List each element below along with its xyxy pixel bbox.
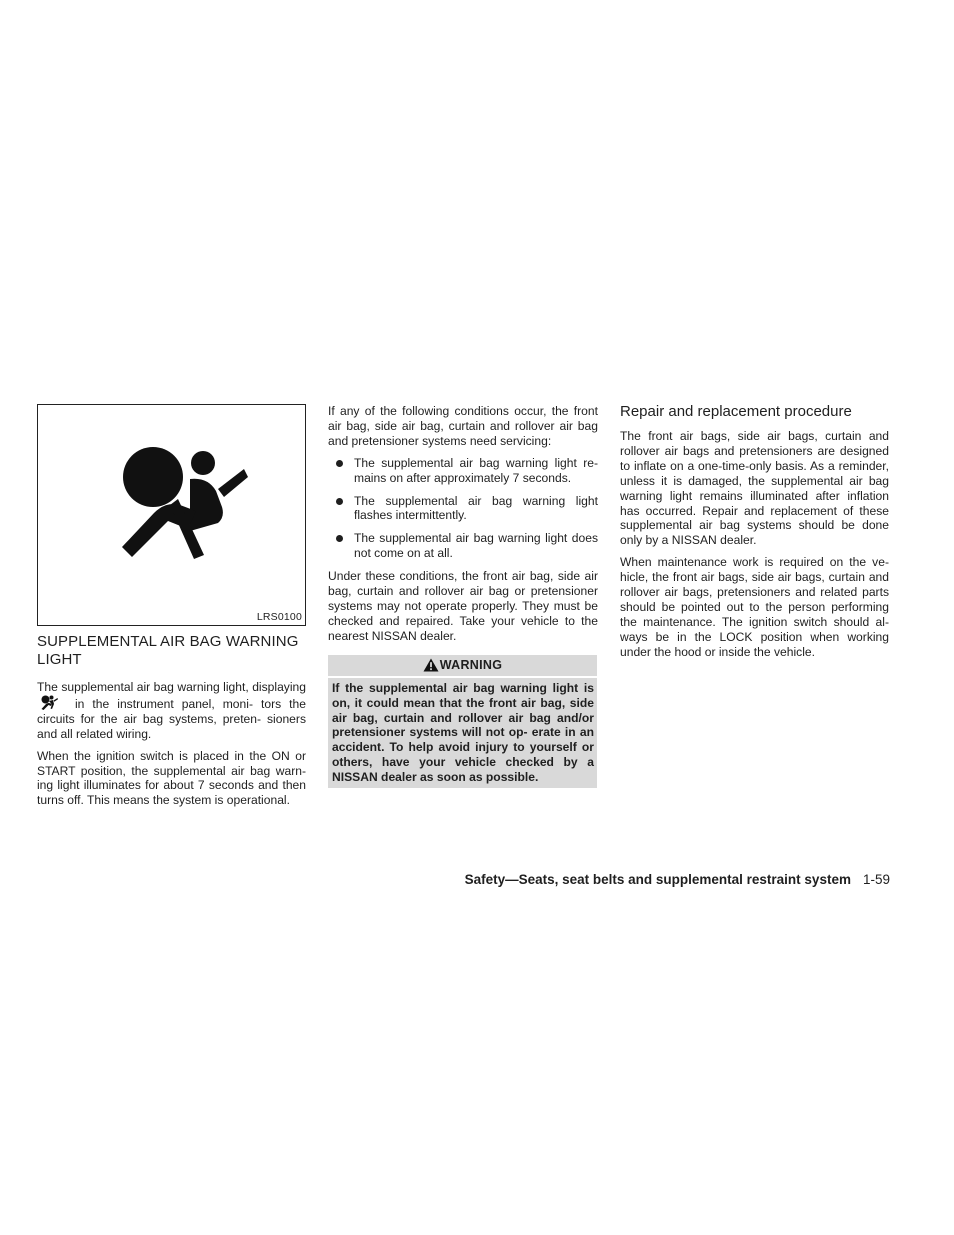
right-column xyxy=(620,404,889,667)
airbag-occupant-icon xyxy=(118,447,268,567)
bullet-dot xyxy=(336,498,343,505)
paragraph: If any of the following conditions occur, the front air bag, side air bag, curtain and rollover air bag and pretensioner systems need servicing: xyxy=(328,404,598,448)
section-title-repair-replacement: Repair and replacement procedure xyxy=(620,403,852,420)
section-title-airbag-warning-light: SUPPLEMENTAL AIR BAG WARNING LIGHT xyxy=(37,633,299,668)
warning-triangle-icon xyxy=(423,658,439,672)
warning-text: If the supplemental air bag warning light is on, it could mean that the front air bag, side air bag, curtain and rollover air bag and/or pretensioner systems will not op- erate in an accident. To help avoid injury to yourself or others, have your vehicle checked by a NISSAN dealer as soon as possible. xyxy=(332,680,594,785)
list-item xyxy=(328,494,598,524)
list-item-text: The supplemental air bag warning light flashes intermittently. xyxy=(354,493,598,523)
condition-list xyxy=(328,456,598,561)
paragraph: When the ignition switch is placed in the ON or START position, the supplemental air bag warn- ing light illuminates for about 7 seconds and then turns off. This means the system is operational. xyxy=(37,748,306,808)
paragraph: Under these conditions, the front air bag, side air bag, curtain and rollover air bag or pretensioner systems may not operate properly. They must be checked and repaired. Take your vehicle to the nearest NISSAN dealer. xyxy=(328,569,598,643)
left-column xyxy=(37,404,306,815)
paragraph xyxy=(37,680,306,742)
page-number: 1-59 xyxy=(862,872,890,887)
warning-header xyxy=(328,655,597,676)
list-item xyxy=(328,456,598,486)
paragraph-text: in the instrument panel, moni- tors the circuits for the air bag systems, preten- sioners and all related wiring. xyxy=(37,696,306,741)
footer-chapter-title: Safety—Seats, seat belts and supplemental restraint system xyxy=(464,872,851,887)
page-footer xyxy=(465,872,890,887)
figure-code: LRS0100 xyxy=(256,611,302,623)
bullet-dot xyxy=(336,460,343,467)
paragraph: When maintenance work is required on the ve- hicle, the front air bags, side air bags, curtain and rollover air bags, pretensioners and related parts should be pointed out to the person performing the maintenance. The ignition switch should al- ways be in the LOCK position when working under the hood or inside the vehicle. xyxy=(620,555,889,659)
warning-box xyxy=(328,655,597,788)
list-item-text: The supplemental air bag warning light does not come on at all. xyxy=(354,531,598,561)
airbag-warning-figure xyxy=(37,404,306,626)
airbag-warning-light-icon xyxy=(41,695,59,711)
bullet-dot xyxy=(336,535,343,542)
warning-label: WARNING xyxy=(439,658,503,673)
paragraph: The front air bags, side air bags, curtain and rollover air bags and pretensioners are designed to inflate on a one-time-only basis. As a reminder, unless it is damaged, the supplemental air bag warning light remains illuminated after inflation has occurred. Repair and replacement of these supplemental air bag systems should be done only by a NISSAN dealer. xyxy=(620,429,889,548)
list-item-text: The supplemental air bag warning light re- mains on after approximately 7 seconds. xyxy=(354,455,598,485)
middle-column xyxy=(328,404,598,788)
paragraph-text: The supplemental air bag warning light, displaying xyxy=(37,680,306,694)
list-item xyxy=(328,531,598,561)
